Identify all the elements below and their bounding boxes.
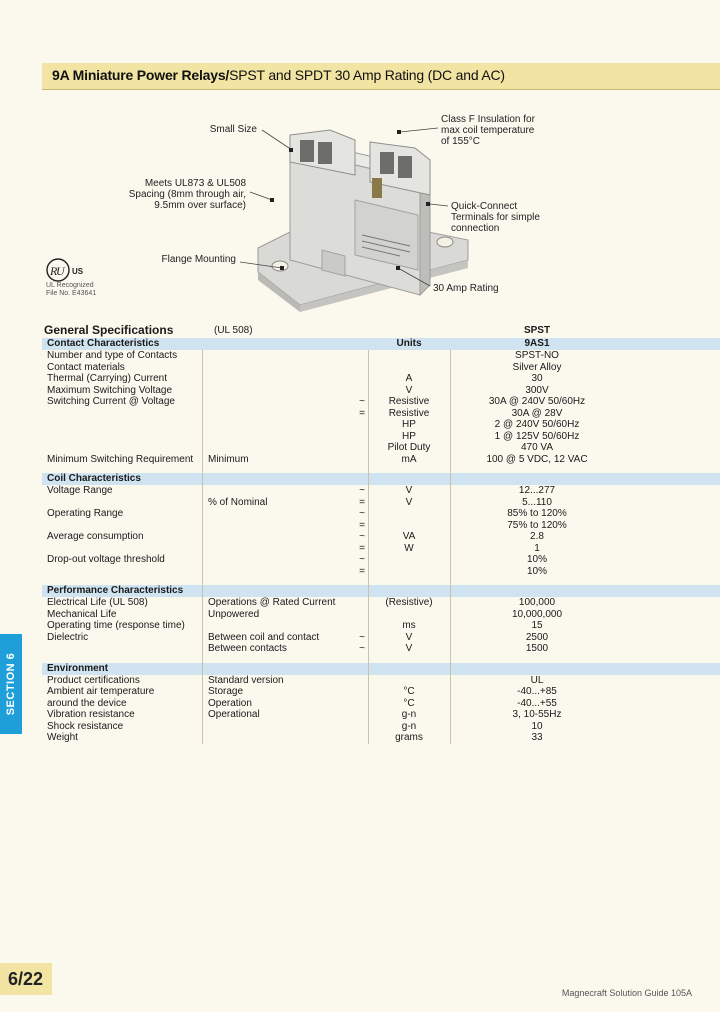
spec-label: Switching Current @ Voltage [47, 396, 175, 407]
spec-label: Minimum Switching Requirement [47, 453, 194, 465]
spec-row [42, 566, 720, 578]
section-title: Contact Characteristics [47, 338, 160, 349]
class-f-line3: of 155°C [441, 136, 481, 147]
section-header [42, 473, 720, 485]
units-header: Units [396, 338, 422, 349]
spec-value: 10% [526, 554, 547, 565]
section-gap [42, 465, 720, 473]
svg-text:U: U [56, 264, 65, 278]
title-band [42, 63, 720, 89]
relay-illustration [0, 100, 720, 320]
spec-current-type: ~ [359, 485, 365, 496]
spec-value: Silver Alloy [512, 361, 562, 373]
spec-row [42, 497, 720, 509]
spec-value: 75% to 120% [507, 519, 567, 531]
spec-row [42, 531, 720, 543]
spec-value: 2500 [525, 631, 549, 643]
spec-row [42, 543, 720, 555]
spec-condition: Operations @ Rated Current [208, 597, 336, 608]
section-header [42, 585, 720, 597]
ul-mark-text: US [72, 267, 84, 276]
spec-row [42, 385, 720, 397]
section-tab-label: SECTION 6 [5, 652, 17, 716]
spec-current-type: = [359, 407, 365, 419]
specs-standard: (UL 508) [214, 325, 253, 336]
spec-label: around the device [47, 697, 127, 709]
spec-row [42, 732, 720, 744]
spec-unit: V [405, 384, 413, 396]
meets-ul-line1: Meets UL873 & UL508 [144, 178, 246, 189]
spec-unit: V [405, 485, 413, 496]
spec-value: 2 @ 240V 50/60Hz [494, 419, 580, 430]
specs-model-type: SPST [523, 325, 551, 336]
spec-label: Operating Range [47, 508, 124, 519]
meets-ul-line2: Spacing (8mm through air, [128, 189, 246, 200]
title-bold: 9A Miniature Power Relays/ [52, 67, 230, 83]
spec-unit: grams [395, 732, 423, 743]
spec-label: Product certifications [47, 674, 140, 686]
spec-unit: V [405, 643, 413, 654]
ul-recognized-line2: File No. E43641 [46, 290, 97, 297]
spec-row [42, 485, 720, 497]
spec-row [42, 454, 720, 466]
spec-value: 3, 10-55Hz [512, 709, 562, 720]
spec-table [42, 338, 720, 744]
spec-unit: mA [401, 453, 417, 465]
spec-label: Contact materials [47, 361, 125, 373]
spec-condition: Operation [208, 697, 252, 709]
spec-label: Voltage Range [47, 485, 113, 496]
spec-unit: Pilot Duty [387, 442, 431, 453]
spec-label: Vibration resistance [47, 709, 135, 720]
spec-label: Dielectric [47, 631, 89, 643]
spec-label: Mechanical Life [47, 608, 117, 620]
spec-row [42, 620, 720, 632]
meets-ul-line3: 9.5mm over surface) [154, 200, 246, 211]
spec-unit: V [405, 496, 413, 508]
spec-value: 33 [531, 732, 543, 743]
quick-connect-line3: connection [451, 223, 500, 234]
spec-row [42, 632, 720, 644]
spec-label: Weight [47, 732, 78, 743]
spec-row [42, 554, 720, 566]
section-title: Coil Characteristics [47, 473, 141, 484]
section-title: Environment [47, 662, 109, 674]
section-title: Performance Characteristics [47, 585, 184, 596]
spec-unit: A [405, 373, 413, 384]
spec-value: 100,000 [518, 597, 556, 608]
spec-label: Maximum Switching Voltage [47, 384, 173, 396]
spec-row [42, 442, 720, 454]
section-header [42, 338, 720, 350]
product-figure [0, 100, 720, 320]
class-f-line1: Class F Insulation for [441, 114, 535, 125]
spec-row [42, 396, 720, 408]
spec-row [42, 419, 720, 431]
spec-value: 5...110 [522, 496, 552, 508]
section-gap [42, 577, 720, 585]
spec-current-type: ~ [359, 396, 365, 407]
spec-value: UL [530, 674, 544, 686]
spec-value: 10% [526, 565, 547, 577]
title-underline [42, 89, 720, 90]
spec-label: Drop-out voltage threshold [47, 554, 165, 565]
spec-value: 10 [531, 720, 543, 732]
spec-value: 1500 [525, 643, 549, 654]
spec-current-type: = [359, 519, 365, 531]
callout-class-f [441, 114, 535, 147]
callout-meets-ul [120, 178, 246, 211]
spec-unit: °C [403, 686, 415, 697]
page-title [52, 67, 505, 83]
column-divider [450, 350, 451, 744]
spec-value: 15 [531, 620, 543, 631]
spec-row [42, 431, 720, 443]
section-header [42, 663, 720, 675]
spec-value: 30A @ 240V 50/60Hz [488, 396, 586, 407]
callout-flange: Flange Mounting [161, 254, 236, 265]
callout-small-size: Small Size [209, 124, 257, 135]
spec-condition: Storage [208, 686, 244, 697]
page-number: 6/22 [8, 969, 44, 989]
spec-label: Thermal (Carrying) Current [47, 373, 168, 384]
spec-current-type: ~ [359, 531, 365, 542]
spec-current-type: = [359, 542, 365, 554]
spec-unit: V [405, 631, 413, 643]
callout-quick-connect [451, 201, 540, 234]
spec-unit: Resistive [388, 407, 430, 419]
spec-value: 10,000,000 [511, 608, 563, 620]
spec-label: Shock resistance [47, 720, 124, 732]
spec-condition: Unpowered [208, 608, 260, 620]
spec-unit: HP [402, 430, 416, 442]
svg-text:R: R [50, 264, 58, 278]
spec-unit: g-n [401, 709, 417, 720]
spec-row [42, 362, 720, 374]
spec-value: 30 [531, 373, 543, 384]
spec-unit: W [404, 542, 414, 554]
spec-value: SPST-NO [515, 350, 559, 361]
spec-current-type: ~ [359, 508, 365, 519]
spec-condition: Minimum [208, 453, 249, 465]
spec-label: Average consumption [47, 531, 144, 542]
spec-row [42, 709, 720, 721]
spec-row [42, 350, 720, 362]
spec-value: 12...277 [518, 485, 556, 496]
ul-recognized-line1: UL Recognized [46, 282, 94, 289]
title-rest: SPST and SPDT 30 Amp Rating (DC and AC) [229, 67, 505, 83]
ul-recognized [46, 282, 96, 298]
spec-row [42, 721, 720, 733]
spec-row [42, 698, 720, 710]
footer-text: Magnecraft Solution Guide 105A [561, 988, 692, 998]
spec-value: 85% to 120% [507, 508, 567, 519]
spec-value: 300V [525, 384, 549, 396]
class-f-line2: max coil temperature [441, 125, 535, 136]
spec-row [42, 508, 720, 520]
spec-current-type: = [359, 565, 365, 577]
spec-row [42, 373, 720, 385]
spec-current-type: ~ [359, 554, 365, 565]
spec-label: Ambient air temperature [47, 686, 155, 697]
spec-unit: HP [402, 419, 416, 430]
specs-heading: General Specifications [44, 323, 174, 337]
spec-value: -40...+55 [517, 697, 557, 709]
spec-condition: Standard version [208, 674, 284, 686]
spec-condition: Between coil and contact [208, 631, 320, 643]
spec-value: 1 @ 125V 50/60Hz [494, 430, 580, 442]
spec-value: 30A @ 28V [511, 407, 563, 419]
spec-value: 2.8 [530, 531, 544, 542]
model-header: 9AS1 [524, 338, 550, 349]
spec-current-type: ~ [359, 643, 365, 654]
spec-unit: ms [402, 620, 416, 631]
spec-row [42, 643, 720, 655]
quick-connect-line1: Quick-Connect [451, 201, 518, 212]
column-divider [368, 350, 369, 744]
spec-unit: °C [403, 697, 415, 709]
quick-connect-line2: Terminals for simple [451, 212, 540, 223]
spec-value: 470 VA [520, 442, 554, 453]
column-divider [202, 350, 203, 744]
spec-row [42, 408, 720, 420]
spec-unit: Resistive [388, 396, 430, 407]
section-gap [42, 655, 720, 663]
spec-row [42, 675, 720, 687]
spec-row [42, 686, 720, 698]
spec-label: Number and type of Contacts [47, 350, 178, 361]
section-tab [0, 634, 22, 734]
page-number-box [0, 963, 52, 995]
spec-condition: % of Nominal [208, 496, 268, 508]
spec-current-type: ~ [359, 631, 365, 643]
spec-unit: (Resistive) [385, 597, 433, 608]
callout-amp-rating: 30 Amp Rating [433, 283, 499, 294]
spec-unit: VA [402, 531, 416, 542]
spec-label: Operating time (response time) [47, 620, 185, 631]
spec-current-type: = [359, 496, 365, 508]
spec-value: -40...+85 [517, 686, 557, 697]
spec-condition: Operational [208, 709, 260, 720]
spec-value: 100 @ 5 VDC, 12 VAC [486, 453, 588, 465]
spec-row [42, 597, 720, 609]
spec-value: 1 [534, 542, 540, 554]
spec-unit: g-n [401, 720, 417, 732]
spec-label: Electrical Life (UL 508) [47, 597, 148, 608]
spec-row [42, 520, 720, 532]
spec-condition: Between contacts [208, 643, 287, 654]
spec-row [42, 609, 720, 621]
